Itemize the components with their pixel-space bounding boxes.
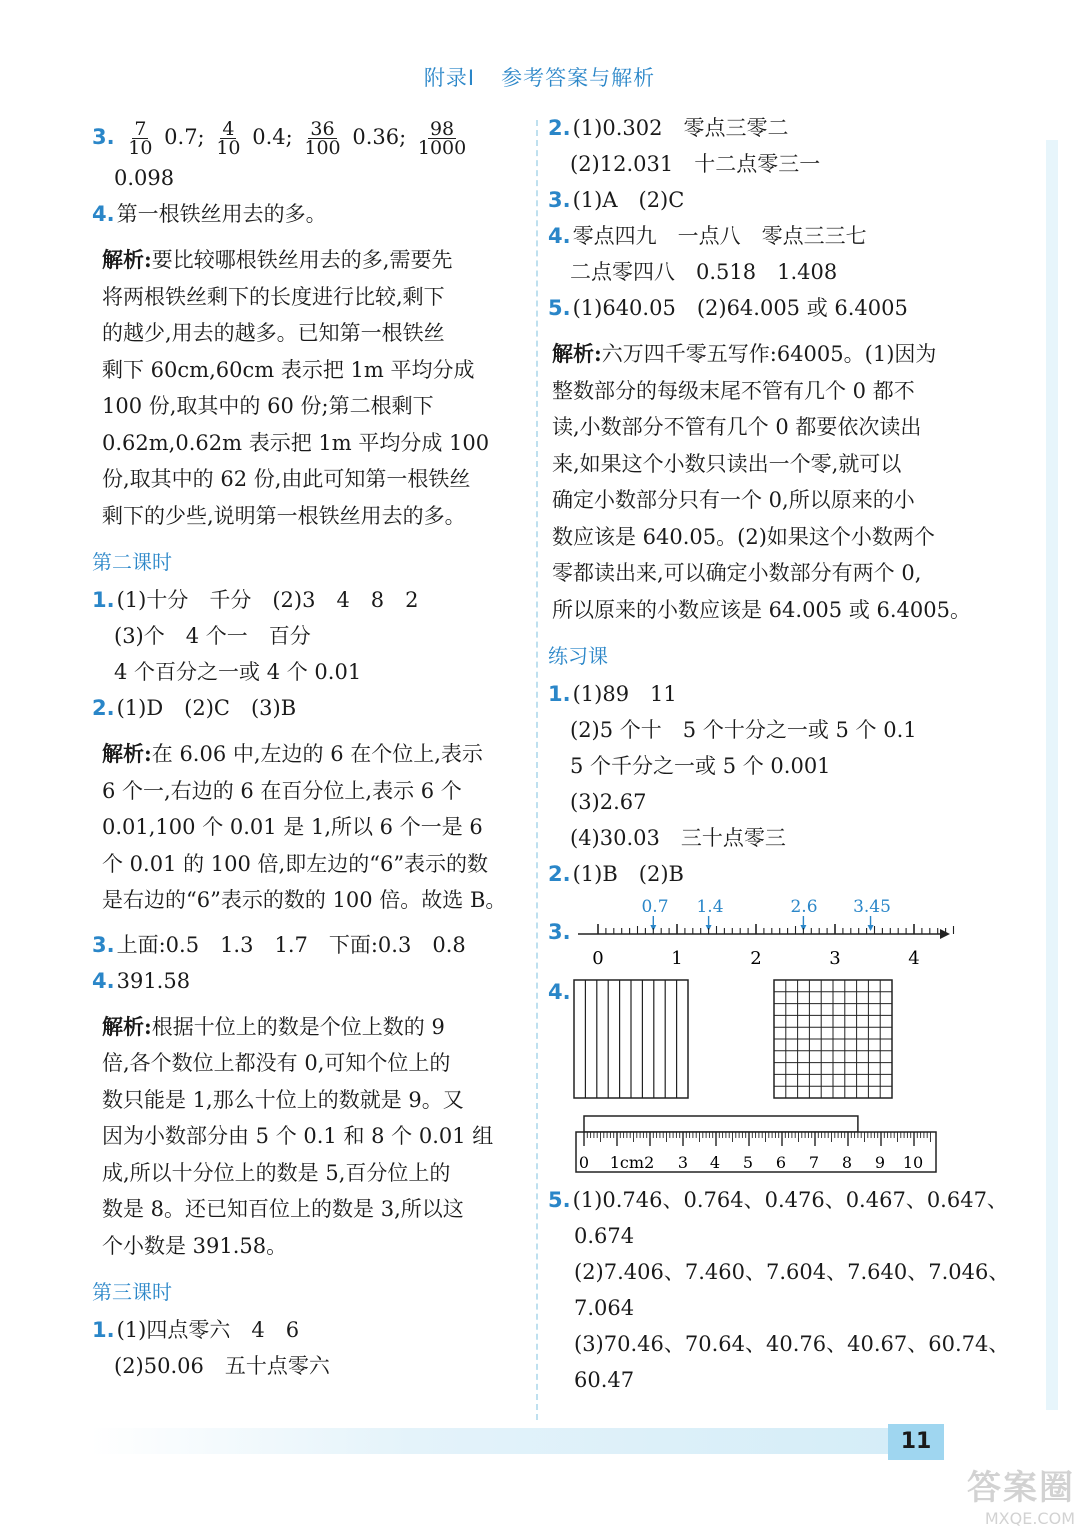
ruler-label: 4: [709, 1153, 721, 1172]
number-line-diagram: [568, 892, 978, 974]
answer-text: 上面:0.5 1.3 1.7 下面:0.3 0.8: [116, 932, 466, 957]
analysis-block-right: [548, 336, 978, 628]
practice-q1-line4: (3)2.67: [570, 790, 647, 814]
ruler-label: 7: [808, 1153, 820, 1172]
question-number: 2.: [92, 696, 115, 720]
lesson2-q1-line3: 4 个百分之一或 4 个 0.01: [114, 660, 362, 684]
analysis-line: 个 0.01 的 100 倍,即左边的“6”表示的数: [102, 851, 489, 876]
mark-label: 0.7: [641, 897, 669, 917]
practice-q3: [548, 892, 978, 974]
watermark-url: MXQE.COM: [984, 1509, 1075, 1528]
analysis-line: 的越少,用去的越多。已知第一根铁丝: [102, 321, 445, 345]
mark-label: 3.45: [853, 897, 891, 917]
ruler-label: 3: [677, 1153, 689, 1172]
analysis-text: 根据十位上的数是个位上数的 9: [151, 1014, 445, 1039]
decimal-value: 0.4;: [252, 125, 293, 149]
analysis-line: 100 份,取其中的 60 份;第二根剩下: [102, 394, 434, 418]
number-line-mark-labels: [641, 897, 890, 917]
column-divider: [536, 120, 538, 1420]
right-q4: [548, 218, 978, 254]
answer-text: (1)0.746、0.764、0.476、0.467、0.647、: [572, 1188, 1008, 1212]
analysis-line: 数只能是 1,那么十位上的数就是 9。又: [102, 1087, 464, 1112]
question-number: 5.: [548, 1188, 571, 1212]
analysis-line: 整数部分的每级末尾不管有几个 0 都不: [552, 378, 915, 403]
left-q3: [92, 114, 512, 160]
practice-q4: [548, 974, 978, 1114]
question-number: 3.: [92, 932, 115, 957]
question-number: 2.: [548, 862, 571, 886]
analysis-label: 解析:: [102, 741, 152, 766]
lesson3-q1: [92, 1312, 512, 1348]
section-title-lesson2: 第二课时: [92, 550, 172, 574]
analysis-line: 读,小数部分不管有几个 0 都要依次读出: [552, 415, 922, 439]
axis-arrowhead: [940, 929, 950, 939]
practice-q1: [548, 676, 978, 712]
denominator: 10: [216, 137, 241, 159]
question-number: 3.: [92, 125, 115, 149]
fraction: [214, 120, 242, 157]
right-q3: [548, 182, 978, 218]
question-number: 1.: [548, 682, 571, 706]
tick-label: 1: [671, 948, 683, 969]
analysis-line: 数是 8。还已知百位上的数是 3,所以这: [102, 1197, 464, 1221]
analysis-line: 6 个一,右边的 6 在百分位上,表示 6 个: [102, 778, 462, 803]
analysis-line: 成,所以十分位上的数是 5,百分位上的: [102, 1160, 451, 1185]
analysis-line: [552, 336, 978, 373]
question-number: 4.: [548, 224, 571, 248]
tick-label: 2: [750, 948, 762, 969]
left-q4: [92, 196, 512, 232]
section-title-lesson3: 第三课时: [92, 1280, 172, 1304]
fraction: [302, 120, 342, 157]
right-edge-band: [1046, 140, 1058, 1410]
analysis-line: [102, 242, 512, 279]
ruler-label: 9: [874, 1153, 886, 1172]
lesson2-q1: [92, 582, 512, 618]
number-line-tick-labels: [592, 948, 919, 969]
practice-q1-line2: (2)5 个十 5 个十分之一或 5 个 0.1: [570, 718, 917, 742]
ruler-diagram: [574, 1114, 974, 1180]
question-number: 1.: [92, 1318, 115, 1342]
right-q2-line2: (2)12.031 十二点零三一: [570, 152, 821, 176]
answer-text: 391.58: [116, 968, 191, 993]
practice-q5: [548, 1182, 1008, 1218]
lesson2-q3: [92, 927, 512, 963]
numerator: 4: [222, 118, 235, 140]
mark-label: 1.4: [696, 897, 724, 917]
analysis-block-2: [92, 736, 512, 919]
answer-text: 第一根铁丝用去的多。: [116, 202, 327, 226]
answer-text: 零点四九 一点八 零点三三七: [572, 224, 867, 248]
ruler-label: 6: [775, 1153, 787, 1172]
right-q2: [548, 110, 978, 146]
question-number: 1.: [92, 588, 115, 612]
analysis-line: 数应该是 640.05。(2)如果这个小数两个: [552, 524, 935, 549]
footer-band: [90, 1428, 890, 1454]
analysis-line: 将两根铁丝剩下的长度进行比较,剩下: [102, 284, 445, 309]
decimal-value: 0.36;: [352, 125, 407, 149]
analysis-line: 个小数是 391.58。: [102, 1233, 288, 1258]
analysis-line: [102, 1009, 512, 1046]
watermark-text: 答案圈: [967, 1468, 1075, 1508]
answer-text: (1)D (2)C (3)B: [116, 696, 297, 720]
header-appendix: 附录Ⅰ: [423, 66, 476, 90]
page-header: [0, 62, 1079, 92]
analysis-line: 是右边的“6”表示的数的 100 倍。故选 B。: [102, 888, 507, 912]
analysis-line: 零都读出来,可以确定小数部分有两个 0,: [552, 561, 922, 585]
analysis-line: 份,取其中的 62 份,由此可知第一根铁丝: [102, 467, 471, 491]
analysis-line: [102, 736, 512, 773]
denominator: 10: [128, 137, 153, 159]
left-q3-cont: 0.098: [114, 166, 175, 190]
tenths-strip-model: [574, 980, 688, 1098]
practice-q5-line6: 60.47: [574, 1368, 635, 1392]
answer-text: (1)四点零六 4 6: [116, 1318, 300, 1342]
practice-q1-line5: (4)30.03 三十点零三: [570, 826, 786, 850]
left-column: [92, 114, 512, 1384]
mark-arrowhead: [868, 925, 874, 931]
lesson2-q4: [92, 963, 512, 999]
answer-text: (1)B (2)B: [572, 862, 684, 886]
ruler-label: 10: [902, 1153, 924, 1172]
numerator: 7: [134, 118, 147, 140]
practice-q5-line4: 7.064: [574, 1296, 635, 1320]
page-number: 11: [888, 1424, 944, 1460]
answer-text: (1)0.302 零点三零二: [572, 116, 789, 140]
right-column: [548, 110, 1010, 1398]
analysis-text: 要比较哪根铁丝用去的多,需要先: [151, 248, 453, 272]
analysis-line: 所以原来的小数应该是 64.005 或 6.4005。: [552, 597, 971, 622]
practice-q5-line3: (2)7.406、7.460、7.604、7.640、7.046、: [574, 1260, 1010, 1284]
hundredths-grid-model: [774, 980, 892, 1098]
watermark-logo: [900, 1460, 1075, 1530]
fraction: [126, 120, 154, 157]
answer-text: (1)89 11: [572, 682, 677, 706]
ruler-label: 5: [742, 1153, 754, 1172]
question-number: 5.: [548, 296, 571, 320]
header-title: 参考答案与解析: [501, 66, 656, 90]
analysis-label: 解析:: [102, 1013, 152, 1039]
tick-label: 4: [908, 948, 920, 969]
analysis-line: 0.62m,0.62m 表示把 1m 平均分成 100: [102, 430, 490, 455]
analysis-text: 在 6.06 中,左边的 6 在个位上,表示: [151, 742, 483, 766]
denominator: 1000: [417, 137, 467, 159]
measured-bar: [584, 1116, 858, 1132]
analysis-line: 剩下 60cm,60cm 表示把 1m 平均分成: [102, 357, 475, 382]
question-number: 4.: [92, 202, 115, 226]
answer-text: (1)A (2)C: [572, 188, 685, 212]
answer-text: (1)640.05 (2)64.005 或 6.4005: [572, 296, 908, 320]
analysis-block-1: [92, 242, 512, 534]
question-number: 3.: [548, 920, 571, 944]
ruler-label: 8: [841, 1153, 853, 1172]
lesson3-q1-line2: (2)50.06 五十点零六: [114, 1354, 330, 1378]
question-number: 4.: [548, 980, 571, 1004]
number-line-arrows: [650, 916, 873, 931]
analysis-line: 剩下的少些,说明第一根铁丝用去的多。: [102, 503, 466, 528]
mark-label: 2.6: [790, 897, 818, 917]
question-number: 2.: [548, 116, 571, 140]
tick-label: 3: [829, 948, 841, 969]
practice-q5-line5: (3)70.46、70.64、40.76、40.67、60.74、: [574, 1332, 1010, 1356]
analysis-line: 0.01,100 个 0.01 是 1,所以 6 个一是 6: [102, 815, 483, 839]
section-title-practice: 练习课: [548, 644, 608, 668]
right-q5: [548, 290, 978, 326]
denominator: 100: [304, 137, 341, 159]
analysis-label: 解析:: [102, 247, 152, 272]
right-q4-line2: 二点零四八 0.518 1.408: [570, 260, 838, 284]
analysis-line: 确定小数部分只有一个 0,所以原来的小: [552, 488, 915, 512]
ruler-label: 1cm2: [609, 1153, 655, 1172]
analysis-text: 六万四千零五写作:64005。(1)因为: [601, 342, 937, 366]
lesson2-q2: [92, 690, 512, 726]
analysis-line: 来,如果这个小数只读出一个零,就可以: [552, 451, 902, 476]
decimal-models: [568, 978, 988, 1113]
tick-label: 0: [592, 948, 604, 969]
numerator: 98: [429, 118, 455, 140]
practice-q2: [548, 856, 978, 892]
question-number: 4.: [92, 968, 115, 993]
practice-q5-line2: 0.674: [574, 1224, 635, 1248]
analysis-line: 因为小数部分由 5 个 0.1 和 8 个 0.01 组: [102, 1124, 494, 1148]
ruler-label: 0: [578, 1153, 590, 1172]
question-number: 3.: [548, 188, 571, 212]
fraction: [416, 120, 468, 157]
numerator: 36: [310, 118, 335, 140]
analysis-line: 倍,各个数位上都没有 0,可知个位上的: [102, 1051, 451, 1075]
analysis-block-3: [92, 1009, 512, 1265]
ruler-figure: [548, 1114, 978, 1182]
decimal-value: 0.7;: [164, 125, 205, 149]
practice-q1-line3: 5 个千分之一或 5 个 0.001: [570, 754, 831, 778]
answer-text: (1)十分 千分 (2)3 4 8 2: [116, 588, 419, 612]
lesson2-q1-line2: (3)个 4 个一 百分: [114, 624, 311, 648]
analysis-label: 解析:: [552, 341, 602, 366]
